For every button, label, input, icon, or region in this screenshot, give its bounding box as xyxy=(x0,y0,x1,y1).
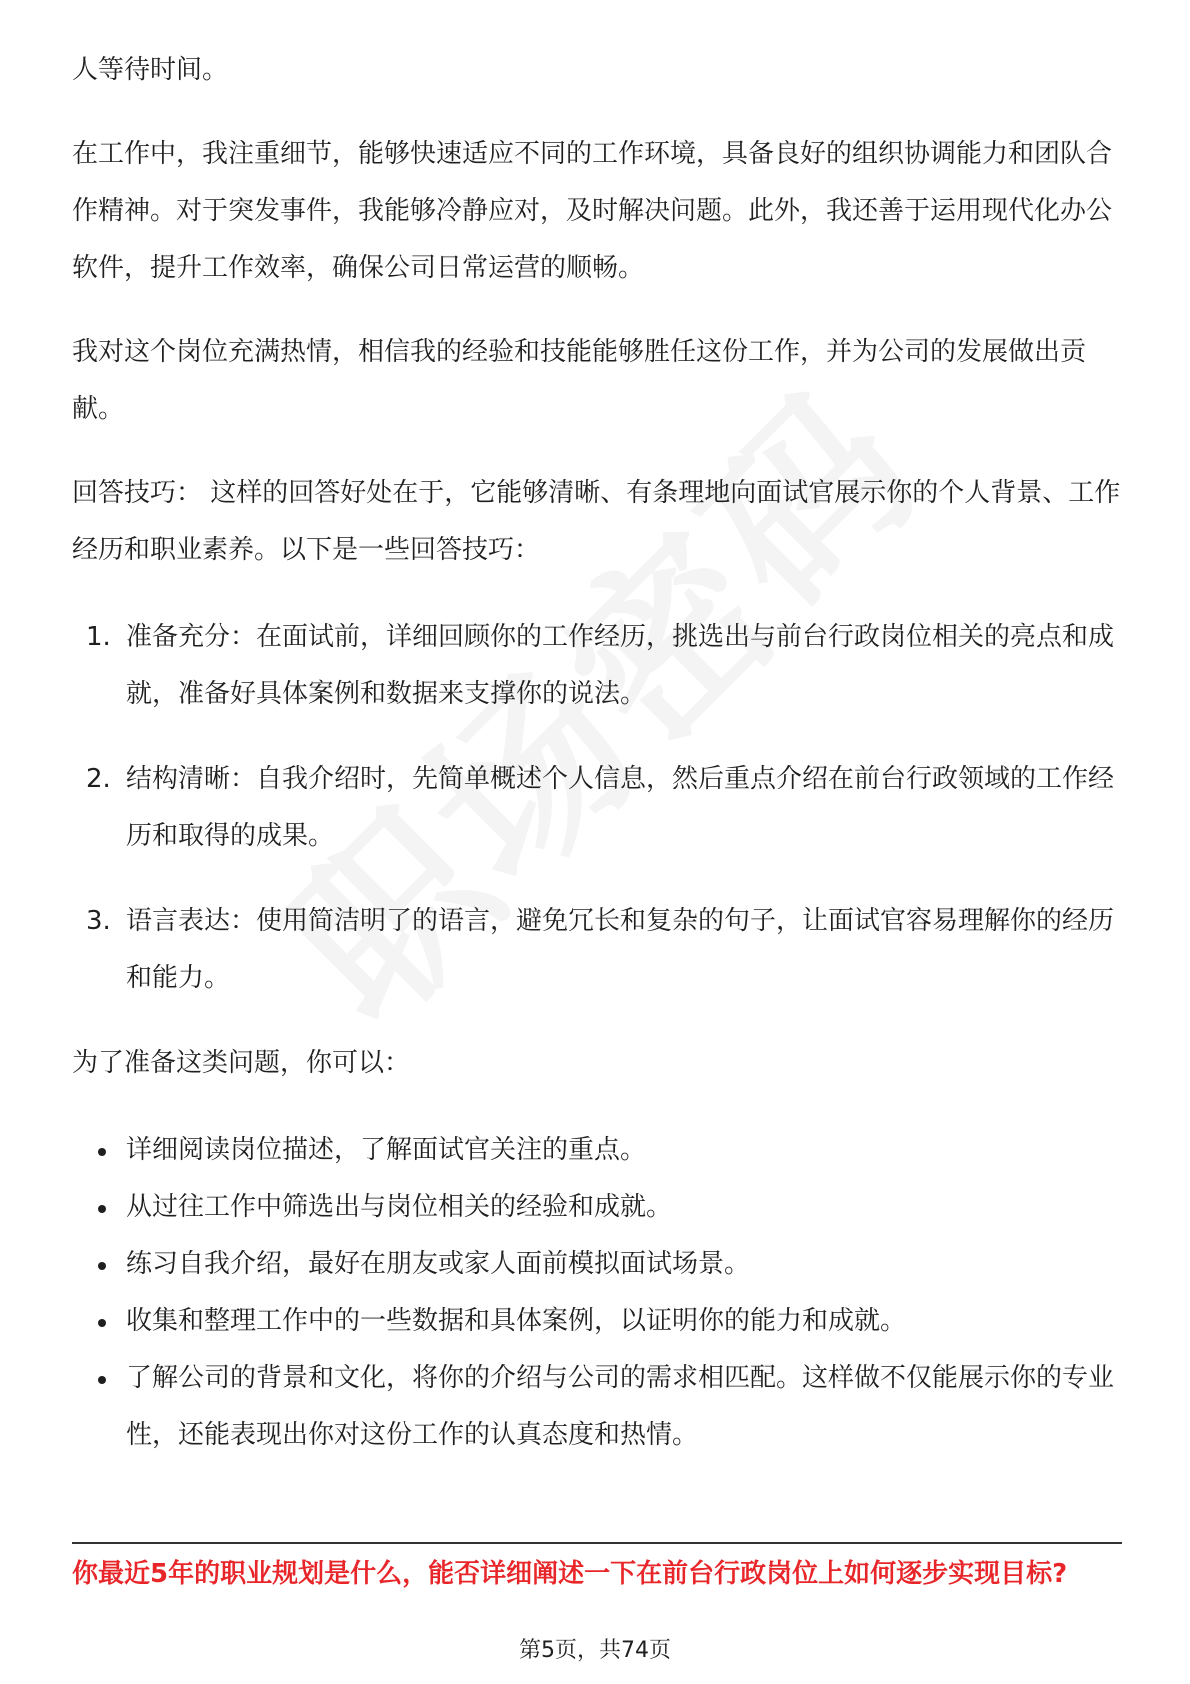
list-item-text: 准备充分：在面试前，详细回顾你的工作经历，挑选出与前台行政岗位相关的亮点和成就，准备好具体案例和数据来支撑你的说法。 xyxy=(126,622,1115,709)
list-item-text: 收集和整理工作中的一些数据和具体案例，以证明你的能力和成就。 xyxy=(126,1306,907,1336)
list-number: 3. xyxy=(86,906,111,936)
list-item xyxy=(72,1293,1122,1350)
list-item xyxy=(72,893,1122,1007)
paragraph-tips-intro: 回答技巧： 这样的回答好处在于，它能够清晰、有条理地向面试官展示你的个人背景、工作经历和职业素养。以下是一些回答技巧： xyxy=(72,478,1121,565)
bullet-icon xyxy=(98,1319,106,1327)
section-divider xyxy=(72,1542,1122,1544)
tips-list xyxy=(72,609,1122,1007)
bullet-icon xyxy=(98,1376,106,1384)
list-item-text: 了解公司的背景和文化，将你的介绍与公司的需求相匹配。这样做不仅能展示你的专业性，还能表现出你对这份工作的认真态度和热情。 xyxy=(126,1363,1115,1450)
paragraph-work-detail: 在工作中，我注重细节，能够快速适应不同的工作环境，具备良好的组织协调能力和团队合作精神。对于突发事件，我能够冷静应对，及时解决问题。此外，我还善于运用现代化办公软件，提升工作效率，确保公司日常运营的顺畅。 xyxy=(72,139,1113,283)
list-item xyxy=(72,609,1122,723)
list-item-text: 详细阅读岗位描述，了解面试官关注的重点。 xyxy=(126,1135,647,1165)
bullet-icon xyxy=(98,1148,106,1156)
list-item xyxy=(72,751,1122,865)
prep-list xyxy=(72,1122,1122,1464)
bullet-icon xyxy=(98,1205,106,1213)
list-item-text: 练习自我介绍，最好在朋友或家人面前模拟面试场景。 xyxy=(126,1249,751,1279)
list-item xyxy=(72,1236,1122,1293)
list-item xyxy=(72,1122,1122,1179)
document-body xyxy=(72,42,1122,1464)
next-question-heading: 你最近5年的职业规划是什么，能否详细阐述一下在前台行政岗位上如何逐步实现目标? xyxy=(72,1559,1068,1589)
paragraph-prep-intro: 为了准备这类问题，你可以： xyxy=(72,1048,411,1078)
list-item xyxy=(72,1179,1122,1236)
list-item-text: 从过往工作中筛选出与岗位相关的经验和成就。 xyxy=(126,1192,673,1222)
paragraph-enthusiasm: 我对这个岗位充满热情，相信我的经验和技能能够胜任这份工作，并为公司的发展做出贡献。 xyxy=(72,337,1087,424)
list-item-text: 结构清晰：自我介绍时，先简单概述个人信息，然后重点介绍在前台行政领域的工作经历和取得的成果。 xyxy=(126,764,1115,851)
list-item-text: 语言表达：使用简洁明了的语言，避免冗长和复杂的句子，让面试官容易理解你的经历和能力。 xyxy=(126,906,1115,993)
page-number: 第5页，共74页 xyxy=(519,1638,671,1663)
list-number: 2. xyxy=(86,764,111,794)
paragraph-continuation: 人等待时间。 xyxy=(72,55,229,85)
list-item xyxy=(72,1350,1122,1464)
bullet-icon xyxy=(98,1262,106,1270)
list-number: 1. xyxy=(86,622,111,652)
